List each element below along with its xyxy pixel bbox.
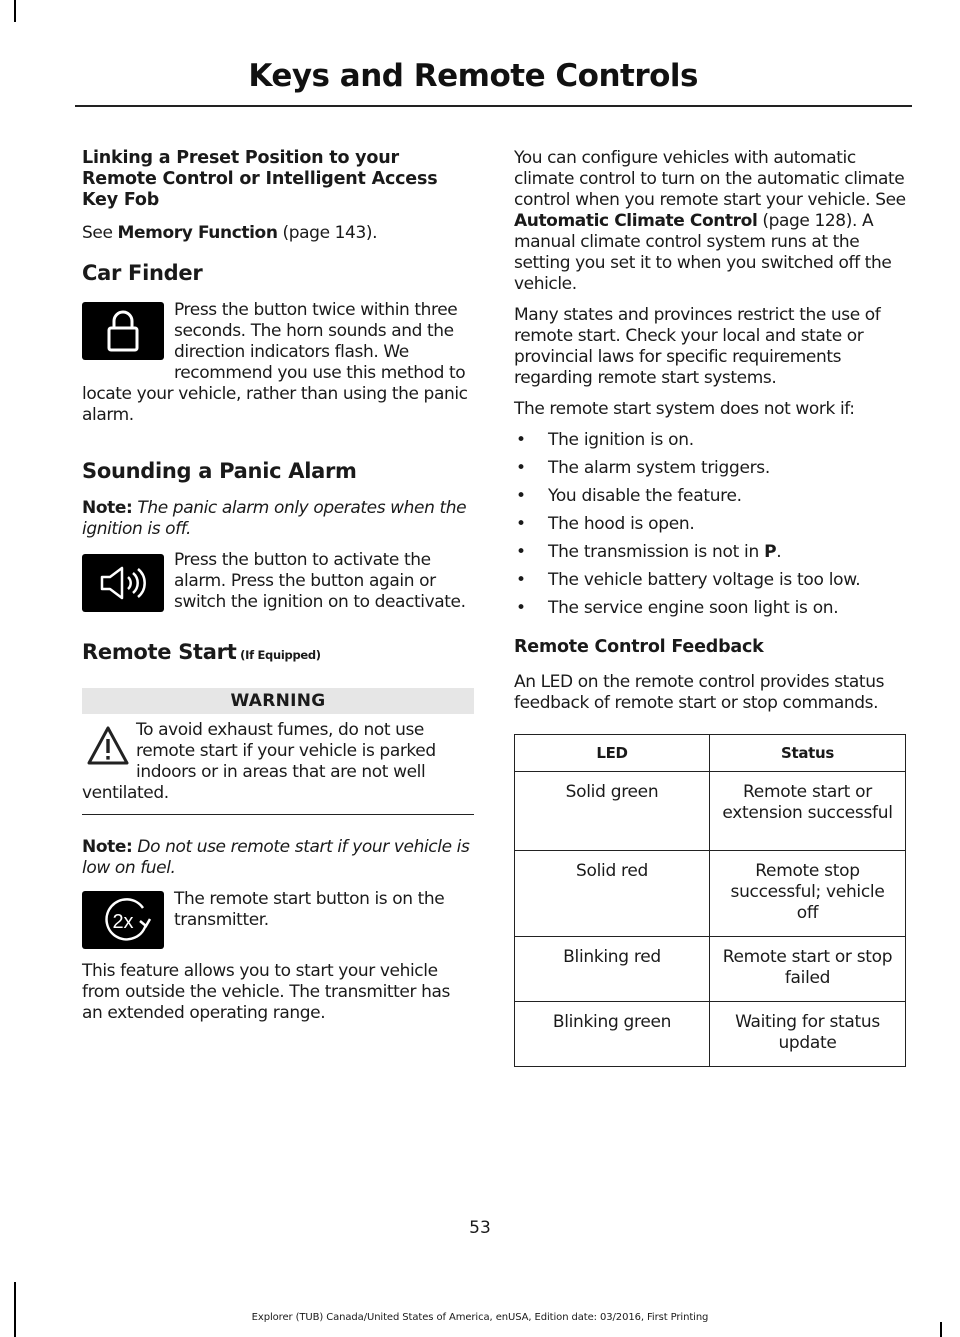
see-memory-function — [82, 223, 474, 244]
list-item: • The alarm system triggers. — [514, 458, 906, 479]
climate-paragraph — [514, 148, 906, 295]
list-item: • The hood is open. — [514, 514, 906, 535]
list-item: • The ignition is on. — [514, 430, 906, 451]
memory-function-link[interactable]: Memory Function — [117, 223, 278, 243]
list-item: • You disable the feature. — [514, 486, 906, 507]
table-cell-led: Solid red — [515, 851, 710, 937]
footer-text: Explorer (TUB) Canada/United States of America, enUSA, Edition date: 03/2016, First Printing — [251, 1312, 709, 1323]
list-item: • The vehicle battery voltage is too low. — [514, 570, 906, 591]
panic-note-text: The panic alarm only operates when the ignition is off. — [82, 498, 467, 539]
table-cell-status: Remote stop successful; vehicle off — [710, 851, 906, 937]
panic-button-image — [82, 554, 164, 612]
note-label: Note: — [82, 837, 133, 857]
car-finder-heading: Car Finder — [82, 261, 203, 285]
table-cell-led: Solid green — [515, 772, 710, 851]
remote-start-heading — [82, 639, 474, 668]
transmitter-block — [82, 889, 474, 953]
table-cell-status: Remote start or extension successful — [710, 772, 906, 851]
climate-text-2: (page 128). A manual climate control system runs at the setting you set it to when you switched off the vehicle. — [514, 211, 892, 294]
horn-icon — [82, 554, 164, 612]
fuel-note-text: Do not use remote start if your vehicle is low on fuel. — [82, 837, 470, 878]
warning-block — [82, 720, 474, 815]
linking-heading: Linking a Preset Position to your Remote Control or Intelligent Access Key Fob — [82, 148, 438, 210]
feedback-text: An LED on the remote control provides status feedback of remote start or stop commands. — [514, 672, 885, 713]
table-row — [515, 1002, 906, 1067]
feature-text: This feature allows you to start your vehicle from outside the vehicle. The transmitter has an extended operating range. — [82, 961, 450, 1023]
crop-mark-bottom-left — [14, 1282, 16, 1337]
table-cell-led: Blinking red — [515, 937, 710, 1002]
states-paragraph: Many states and provinces restrict the use of remote start. Check your local and state or provincial laws for specific requirements regarding remote start systems. — [514, 305, 881, 388]
left-column — [82, 148, 474, 1034]
table-row — [515, 937, 906, 1002]
fuel-note — [82, 837, 474, 879]
lock-button-image — [82, 302, 164, 360]
table-row — [515, 851, 906, 937]
lock-icon — [82, 302, 164, 360]
warning-triangle-icon — [86, 724, 130, 768]
note-label: Note: — [82, 498, 133, 518]
table-cell-status: Remote start or stop failed — [710, 937, 906, 1002]
svg-text:2x: 2x — [112, 911, 134, 933]
panic-alarm-heading: Sounding a Panic Alarm — [82, 459, 357, 483]
table-row — [515, 772, 906, 851]
list-item — [514, 542, 906, 563]
gear-p: P — [764, 542, 777, 562]
remote-start-button-image — [82, 891, 164, 949]
table-cell-led: Blinking green — [515, 1002, 710, 1067]
not-work-list — [514, 430, 906, 619]
car-finder-block — [82, 300, 474, 436]
not-work-intro: The remote start system does not work if: — [514, 399, 855, 419]
warning-text: To avoid exhaust fumes, do not use remote start if your vehicle is parked indoors or in areas that are not well ventilated. — [82, 720, 436, 803]
right-column — [514, 148, 906, 1067]
page-number: 53 — [469, 1218, 491, 1238]
remote-start-title: Remote Start — [82, 640, 237, 664]
gear-period: . — [776, 542, 782, 562]
automatic-climate-control-link[interactable]: Automatic Climate Control — [514, 211, 758, 231]
table-header-status: Status — [710, 735, 906, 772]
table-header-row — [515, 735, 906, 772]
crop-mark-bottom-right — [940, 1322, 942, 1337]
panic-block — [82, 550, 474, 623]
panic-text: Press the button to activate the alarm. Press the button again or switch the ignition on to deactivate. — [174, 550, 466, 612]
warning-label: WARNING — [82, 688, 474, 714]
if-equipped: (If Equipped) — [236, 648, 321, 662]
list-item: • The service engine soon light is on. — [514, 598, 906, 619]
see-suffix: (page 143). — [277, 223, 378, 243]
list-item-text: The transmission is not in — [548, 542, 765, 562]
crop-mark-top-left — [14, 0, 16, 22]
see-prefix: See — [82, 223, 118, 243]
feedback-heading: Remote Control Feedback — [514, 637, 764, 657]
led-status-table — [514, 734, 906, 1067]
remote-start-2x-icon — [82, 891, 164, 949]
panic-note — [82, 498, 474, 540]
table-header-led: LED — [515, 735, 710, 772]
table-cell-status: Waiting for status update — [710, 1002, 906, 1067]
page-header-title: Keys and Remote Controls — [248, 58, 698, 94]
transmitter-text: The remote start button is on the transmitter. — [174, 889, 445, 930]
climate-text-1: You can configure vehicles with automatic climate control to turn on the automatic climate control when you remote start your vehicle. See — [514, 148, 906, 210]
header-rule — [75, 105, 912, 107]
car-finder-text: Press the button twice within three seconds. The horn sounds and the direction indicators flash. We recommend you use this method to locate your vehicle, rather than using the panic alarm. — [82, 300, 468, 425]
